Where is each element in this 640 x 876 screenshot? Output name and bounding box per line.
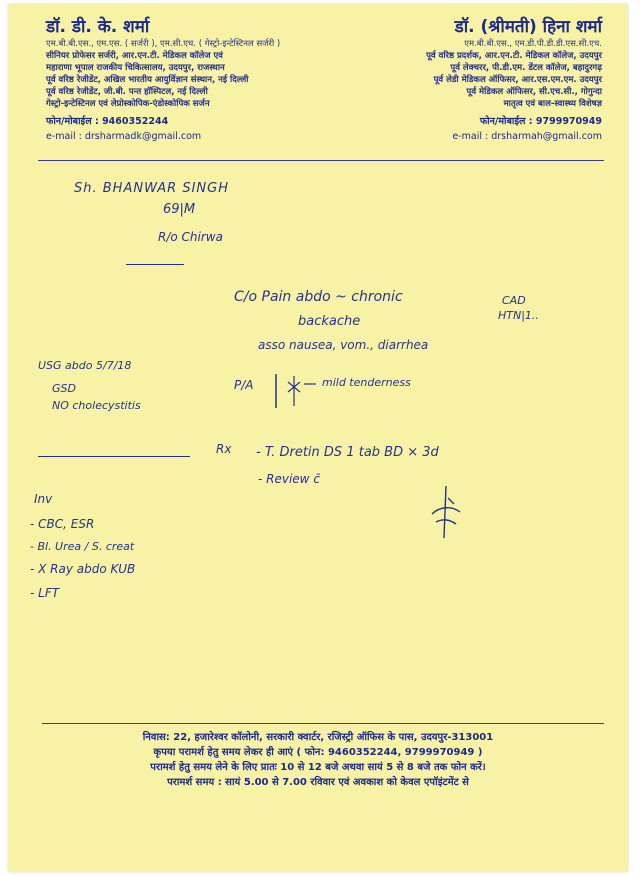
footer-line: निवास: 22, हजारेश्वर कॉलोनी, सरकारी क्वार्टर, रजिस्ट्री ऑफिस के पास, उदयपुर-313001: [142, 732, 494, 743]
patient-residence: R/o Chirwa: [158, 230, 223, 244]
footer-address: [8, 730, 628, 790]
usg-line-3: NO cholecystitis: [52, 399, 141, 412]
abdomen-sketch-icon: [270, 370, 320, 412]
footer-divider: [42, 723, 604, 724]
right-doctor-header: [426, 16, 602, 144]
history-cad: CAD: [502, 294, 526, 307]
inv-line-4: - LFT: [30, 586, 60, 600]
footer-line: परामर्श समय : सायं 5.00 से 7.00 रविवार एवं अवकाश को केवल एपॉइंटमेंट से: [167, 777, 469, 788]
left-doctor-phone: फोन/मोबाईल : 9460352244: [46, 116, 169, 127]
rx-line-1: - T. Dretin DS 1 tab BD × 3d: [256, 445, 439, 460]
section-divider-line: [38, 456, 190, 457]
left-doctor-degrees: एम.बी.बी.एस., एम.एस. ( सर्जरी ), एम.सी.एच. ( गेस्ट्रो-इन्टेस्टिनल सर्जरी ): [46, 39, 281, 49]
left-doctor-line: पूर्व वरिष्ठ रेजीडेंट, जी.बी. पन्त हॉस्पिटल, नई दिल्ली: [46, 87, 208, 97]
patient-name: Sh. BHANWAR SINGH: [74, 181, 229, 196]
inv-line-1: - CBC, ESR: [30, 517, 95, 531]
header-divider: [38, 160, 604, 161]
right-doctor-degrees: एम.बी.बी.एस., एम.डी.पी.डी.डी.एस.सी.एच.: [464, 39, 602, 49]
inv-label: Inv: [34, 492, 53, 506]
pa-finding: mild tenderness: [322, 376, 411, 389]
right-doctor-line: पूर्व लेडी मेडिकल ऑफिसर, आर.एस.एम.एम. उदयपुर: [433, 75, 602, 85]
right-doctor-name: डॉ. (श्रीमती) हिना शर्मा: [454, 17, 602, 37]
usg-line-2: GSD: [52, 382, 76, 395]
usg-line-1: USG abdo 5/7/18: [38, 359, 132, 372]
footer-line: कृपया परामर्श हेतु समय लेकर ही आएं ( फोन: 9460352244, 9799970949 ): [153, 747, 483, 758]
inv-line-2: - Bl. Urea / S. creat: [30, 540, 135, 553]
name-underline: [126, 264, 184, 265]
right-doctor-line: पूर्व लेक्चरर, पी.डी.एम. डेंटल कॉलेज, बहादुरगढ़: [450, 63, 602, 73]
complaint-line-1: C/o Pain abdo ~ chronic: [234, 289, 403, 305]
left-doctor-line: महाराणा भूपाल राजकीय चिकित्सालय, उदयपुर, राजस्थान: [46, 63, 225, 73]
left-doctor-line: गेस्ट्रो-इन्टेस्टिनल एवं लेप्रोस्कोपिक-एंडोस्कोपिक सर्जन: [46, 99, 210, 109]
signature-mark: [426, 484, 466, 540]
right-doctor-phone: फोन/मोबाईल : 9799970949: [479, 116, 602, 127]
left-doctor-line: सीनियर प्रोफेसर सर्जरी, आर.एन.टी. मेडिकल कॉलेज एवं: [46, 51, 223, 61]
left-doctor-name: डॉ. डी. के. शर्मा: [46, 17, 150, 37]
footer-line: परामर्श हेतु समय लेने के लिए प्रातः 10 से 12 बजे अथवा सायं 5 से 8 बजे तक फोन करें।: [150, 762, 486, 773]
left-doctor-email: e-mail : drsharmadk@gmail.com: [46, 131, 202, 142]
pa-label: P/A: [234, 378, 254, 392]
right-doctor-email: e-mail : drsharmah@gmail.com: [452, 131, 602, 142]
patient-age-sex: 69|M: [163, 202, 196, 217]
complaint-line-2: backache: [298, 314, 361, 329]
complaint-line-3: asso nausea, vom., diarrhea: [258, 338, 429, 352]
right-doctor-line: पूर्व वरिष्ठ प्रदर्शक, आर.एन.टी. मेडिकल कॉलेज, उदयपुर: [426, 51, 602, 61]
right-doctor-line: मातृत्व एवं बाल-स्वास्थ्य विशेषज्ञ: [503, 99, 602, 109]
left-doctor-line: पूर्व वरिष्ठ रेजीडेंट, अखिल भारतीय आयुर्विज्ञान संस्थान, नई दिल्ली: [46, 75, 249, 85]
left-doctor-header: [46, 16, 280, 144]
inv-line-3: - X Ray abdo KUB: [30, 562, 136, 576]
rx-symbol: Rx: [216, 442, 232, 456]
right-doctor-line: पूर्व मेडिकल ऑफिसर, सी.एच.सी., गोगुन्दा: [466, 87, 602, 97]
prescription-sheet: [8, 4, 628, 872]
rx-line-2: - Review c̄: [258, 472, 320, 486]
history-htn: HTN|1..: [498, 309, 539, 322]
